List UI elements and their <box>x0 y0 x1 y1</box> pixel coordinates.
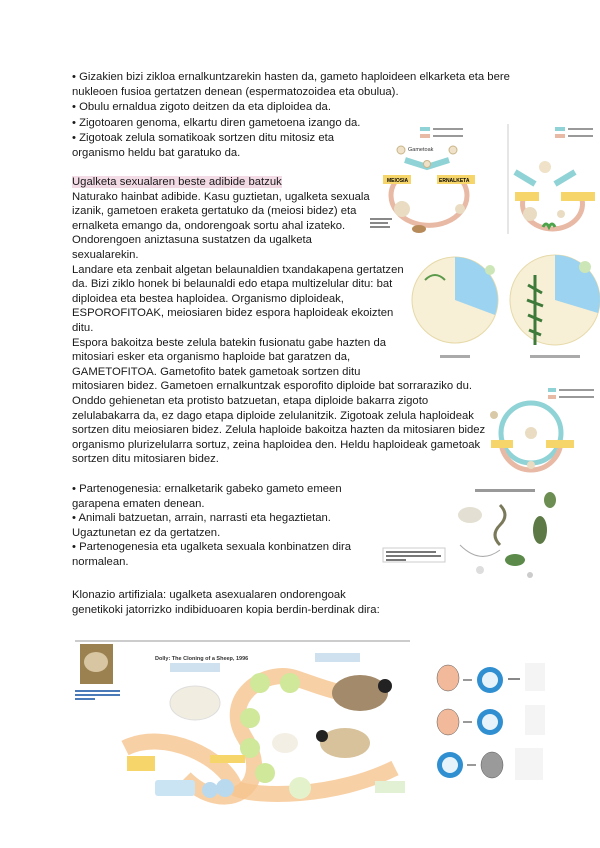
text-line: sexualarekin. <box>72 248 139 261</box>
text-line: sortzen ditu mitosiaren bidez. <box>72 453 219 466</box>
text-line: nukleoen fusioa gertatzen denean (espermatozoidea eta obulua). <box>72 86 399 99</box>
text-line: sortzen ditu meiosiaren bidez. Zelula haploide bakoitza hazten da mitosiaren bidez <box>72 424 486 437</box>
text-line: mitosiaren bidez. Gametoen ernalkuntzak esporofito diploide bat sorraraziko du. <box>72 380 473 393</box>
text-line: • Partenogenesia eta ugalketa sexuala konbinatzen dira <box>72 541 352 554</box>
cloning-paragraph <box>72 588 380 617</box>
text-line: ditu. <box>72 321 94 334</box>
parthenogenesis-diagram <box>380 485 565 585</box>
text-line: Ugaztunetan ez da gertatzen. <box>72 526 221 539</box>
text-line: organismo plurizelularra sortuz, zeina haploidea den. Heldu haploideak gametoak <box>72 438 481 451</box>
mouse-cloning-diagram <box>430 660 545 790</box>
text-line: • Partenogenesia: ernalketarik gabeko gameto emeen <box>72 483 342 495</box>
text-line: Landare eta zenbait algetan belaunaldien txandakapena gertatzen <box>72 263 404 276</box>
text-line: organismo heldu bat garatuko da. <box>72 146 241 159</box>
text-line: genetikoki jatorrizko indibiduoaren kopia berdin-berdinak dira: <box>72 603 380 616</box>
text-line: mitosiari esker eta organismo haploide bat garatzen da, <box>72 351 351 364</box>
text-line: zelulabakarra da, ez dago etapa diploide zelulanitzik. Zigotoak zelula haploideak <box>72 409 474 422</box>
parthenogenesis-paragraph <box>72 482 351 570</box>
mouse-row <box>437 705 545 735</box>
meiosis-label: MEIOSIA <box>387 178 409 184</box>
text-line: diploidea eta bestea haploidea. Organismo diploideak, <box>72 292 344 305</box>
text-line: ESPOROFITOAK, meiosiaren bidez espora haploideak ekoizten <box>72 307 394 320</box>
mouse-row <box>437 663 545 693</box>
human-cycle <box>370 127 475 233</box>
alternation-generations-diagram <box>410 245 600 363</box>
fungi-cycle-diagram <box>476 385 600 473</box>
alternation-cycle <box>508 124 595 234</box>
text-line: normalean. <box>72 555 129 568</box>
text-line: izanik, gametoen eraketa gertatuko da (meiosi bidez) eta <box>72 205 357 218</box>
text-line: garapena ematen denean. <box>72 497 205 510</box>
text-line: da. Bizi ziklo honek bi belaunaldi edo etapa multizelular ditu: bat <box>72 278 393 291</box>
text-line: • Obulu ernaldua zigoto deitzen da eta diploidea da. <box>72 101 331 114</box>
life-cycle-diagram <box>365 122 600 244</box>
text-line: Espora bakoitza beste zelula batekin fusionatu gabe hazten da <box>72 336 387 349</box>
text-line: Klonazio artifiziala: ugalketa asexualaren ondorengoak <box>72 589 346 601</box>
mouse-row <box>437 748 543 780</box>
text-line: GAMETOFITOA. Gametofito batek gametoak sortzen ditu <box>72 365 361 378</box>
text-line: • Zigotoak zelula somatikoak sortzen ditu mitosiz eta <box>72 131 335 144</box>
text-line: • Animali batzuetan, arrain, narrasti eta hegaztietan. <box>72 512 331 525</box>
text-line: Naturako hainbat adibide. Kasu guztietan, ugalketa sexuala <box>72 190 370 203</box>
dolly-title: Dolly: The Cloning of a Sheep, 1996 <box>155 656 249 662</box>
text-line: Onddo gehienetan eta protisto batzuetan, etapa diploide bakarra zigoto <box>72 394 429 407</box>
text-line: ernalketa emango da, ondorengoak sortu ahal izateko. <box>72 219 346 232</box>
text-line: • Zigotoaren genoma, elkartu diren gametoena izango da. <box>72 116 361 129</box>
text-line: Ondorengoen aniztasuna sustatzen da ugalketa <box>72 234 312 247</box>
dolly-cloning-diagram <box>75 638 410 813</box>
gametes-label: Gametoak <box>408 147 434 153</box>
section-heading-text: Ugalketa sexualaren beste adibide batzuk <box>72 176 282 188</box>
fertilization-label: ERNALKETA <box>439 178 470 184</box>
text-line: • Gizakien bizi zikloa ernalkuntzarekin hasten da, gameto haploideen elkarketa eta bere <box>72 71 510 83</box>
